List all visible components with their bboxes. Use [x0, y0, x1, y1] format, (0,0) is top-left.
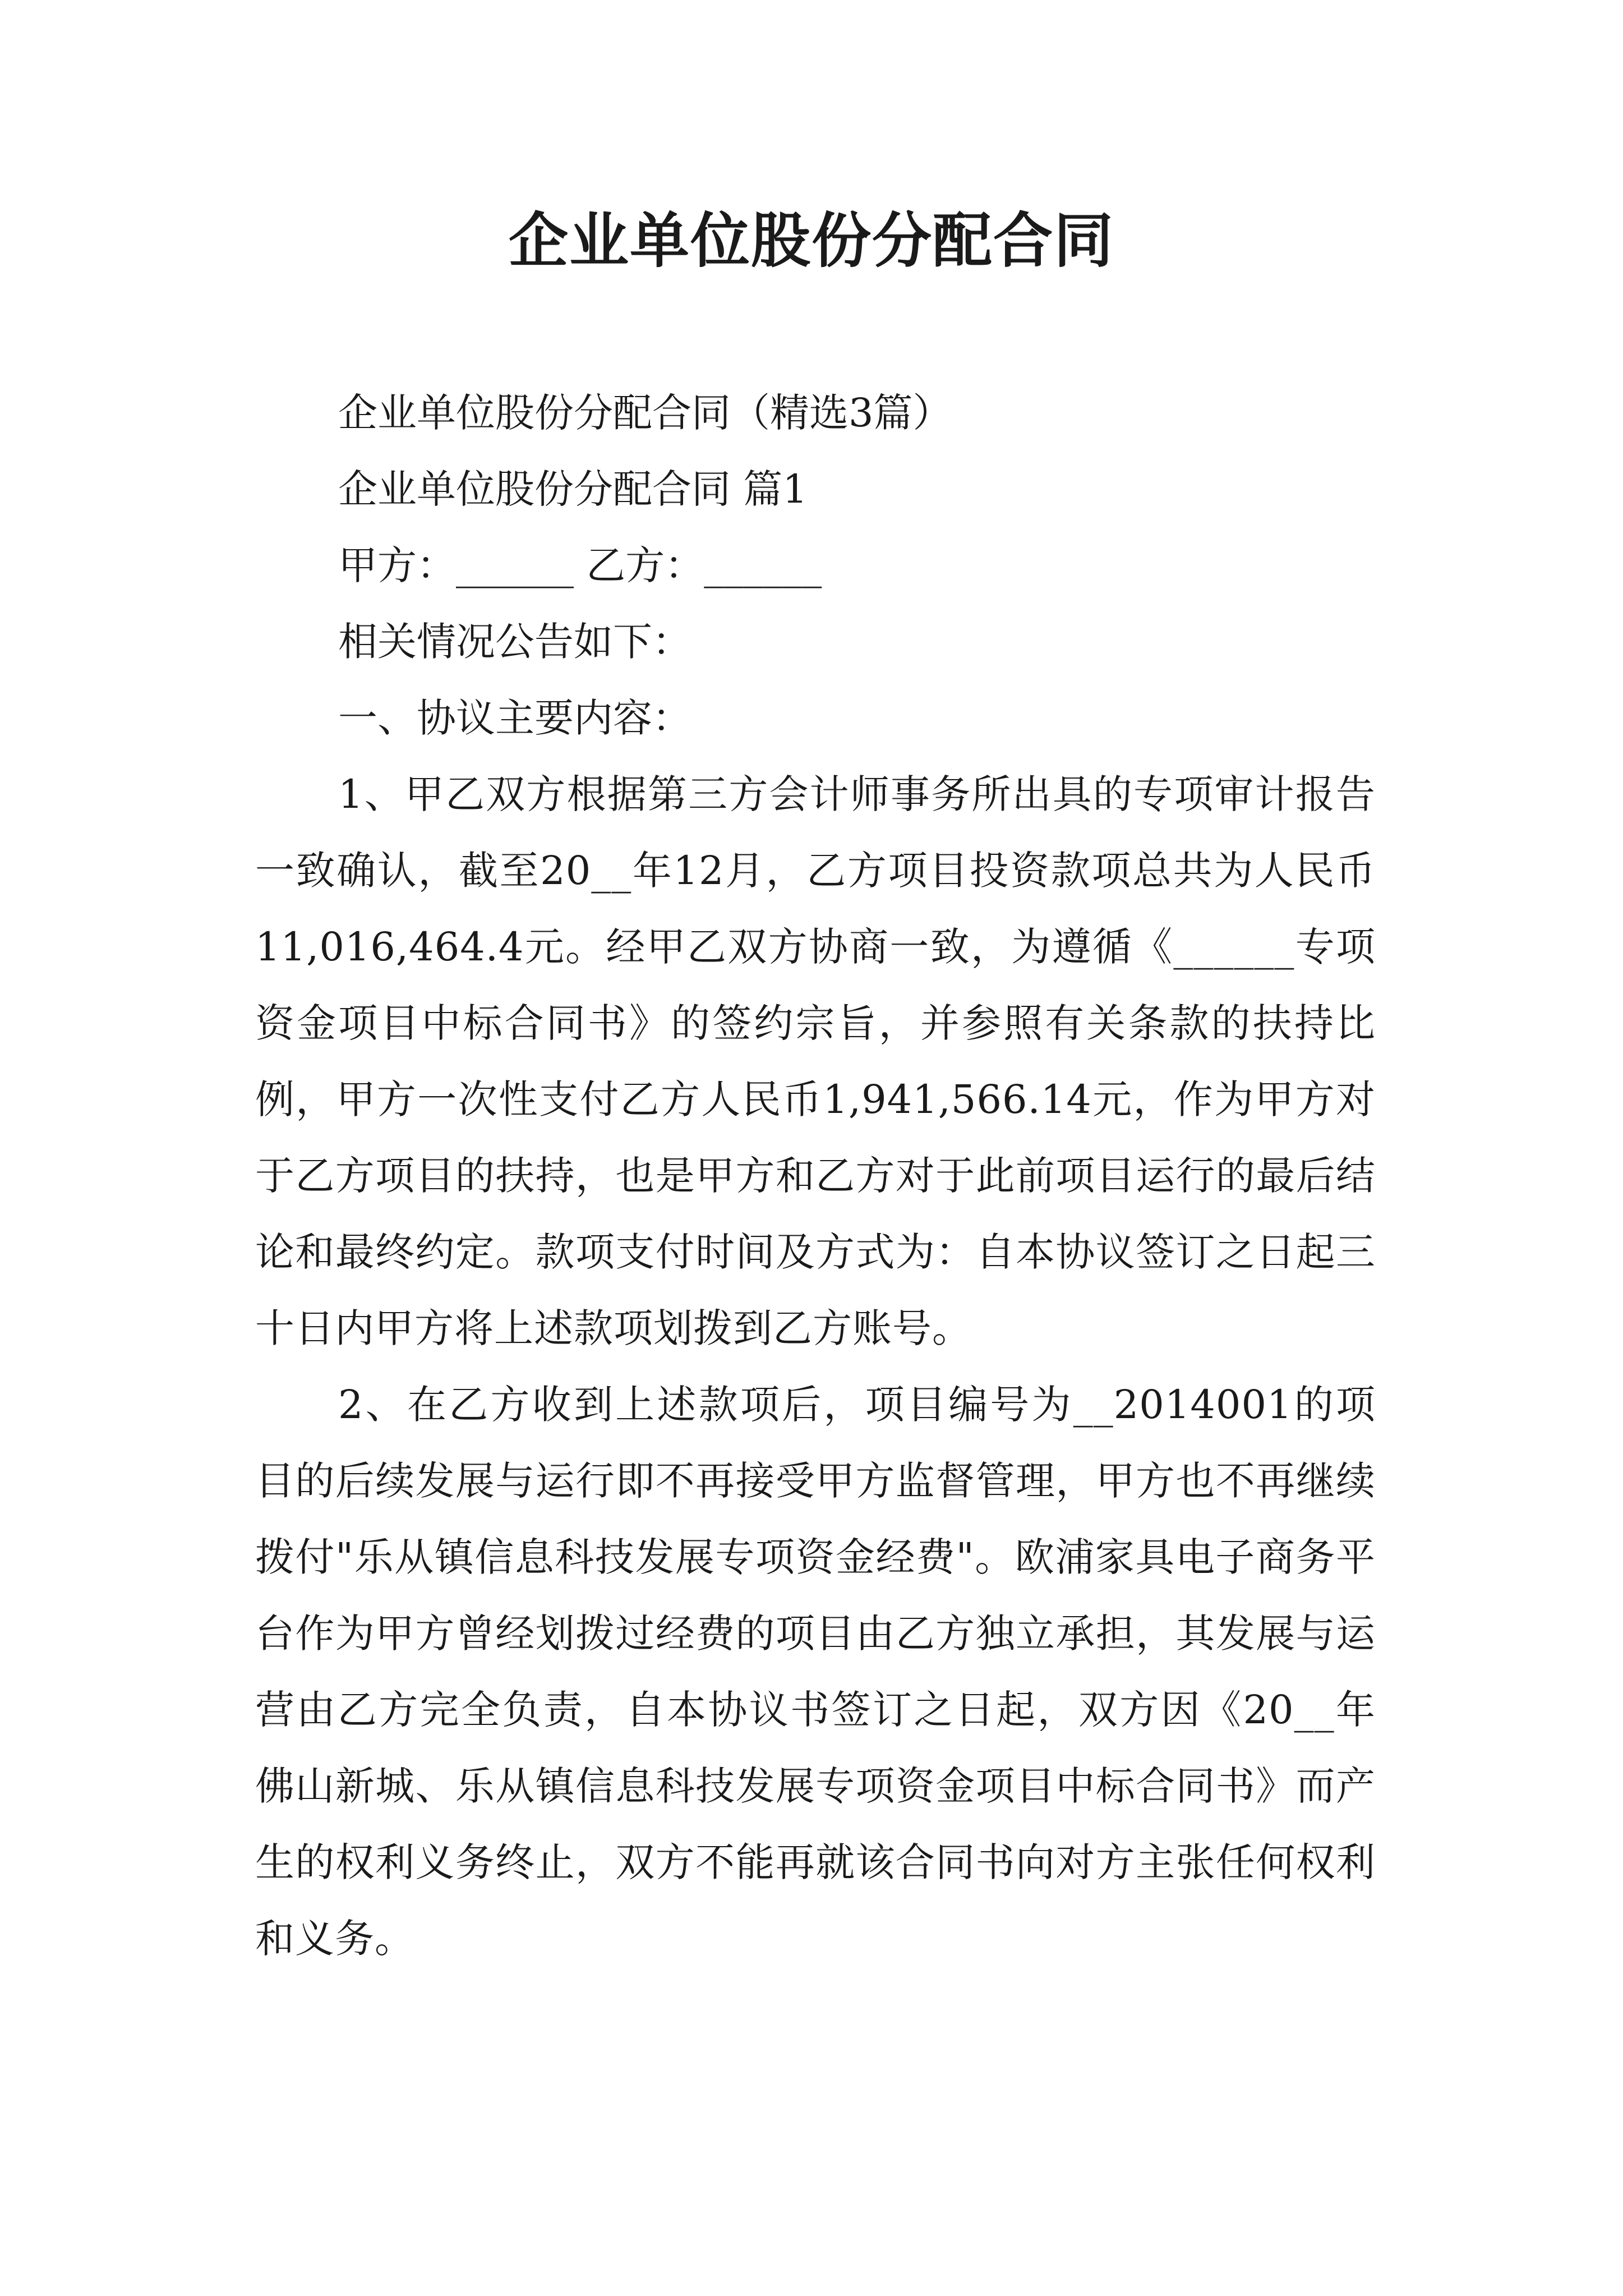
- clause-2-paragraph: 2、在乙方收到上述款项后，项目编号为__2014001的项目的后续发展与运行即不再接受甲方监督管理，甲方也不再继续拨付"乐从镇信息科技发展专项资金经费"。欧浦家具电子商务平台作为甲方曾经划拨过经费的项目由乙方独立承担，其发展与运营由乙方完全负责，自本协议书签订之日起，双方因《20__年佛山新城、乐从镇信息科技发展专项资金项目中标合同书》而产生的权利义务终止，双方不能再就该合同书向对方主张任何权利和义务。: [255, 1382, 1376, 1962]
- parties-line: 甲方：______ 乙方：______: [338, 542, 822, 588]
- intro-line: 相关情况公告如下：: [338, 619, 691, 665]
- section-heading: 企业单位股份分配合同 篇1: [338, 466, 808, 512]
- document-body: [255, 375, 1376, 1977]
- document-title: 企业单位股份分配合同: [509, 206, 1114, 275]
- agreement-heading: 一、协议主要内容：: [338, 695, 691, 741]
- clause-1-paragraph: 1、甲乙双方根据第三方会计师事务所出具的专项审计报告一致确认，截至20__年12月，乙方项目投资款项总共为人民币11,016,464.4元。经甲乙双方协商一致，为遵循《______专项资金项目中标合同书》的签约宗旨，并参照有关条款的扶持比例，甲方一次性支付乙方人民币1,941,566.14元，作为甲方对于乙方项目的扶持，也是甲方和乙方对于此前项目运行的最后结论和最终约定。款项支付时间及方式为：自本协议签订之日起三十日内甲方将上述款项划拨到乙方账号。: [255, 771, 1376, 1351]
- document-subtitle: 企业单位股份分配合同（精选3篇）: [338, 390, 952, 436]
